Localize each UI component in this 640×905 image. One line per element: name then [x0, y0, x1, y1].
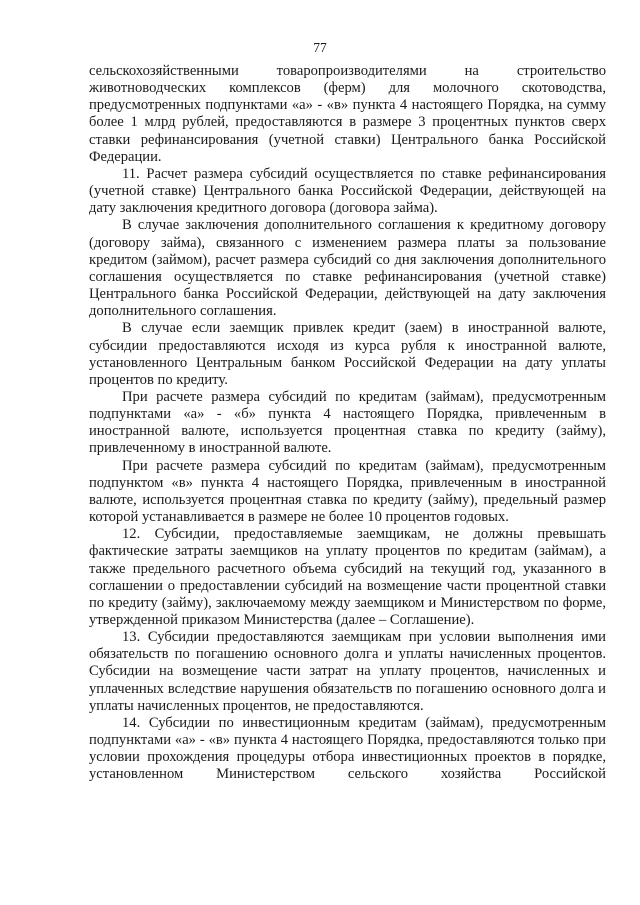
paragraph-additional-agreement: В случае заключения дополнительного соглашения к кредитному договору (договору займа), связанного с изменением размера платы за пользование кредитом (займом), расчет размера субсидий со дня заключения дополнительного соглашения осуществляется по ставке рефинансирования (учетной ставке) Центрального банка Российской Федерации, действующей на дату заключения дополнительного соглашения.	[89, 217, 606, 320]
paragraph-foreign-rate-a-b: При расчете размера субсидий по кредитам (займам), предусмотренным подпунктами «а» - «б» пункта 4 настоящего Порядка, привлеченным в иностранной валюте, используется процентная ставка по кредиту (займу), привлеченному в иностранной валюте.	[89, 388, 606, 457]
paragraph-foreign-rate-v: При расчете размера субсидий по кредитам (займам), предусмотренным подпунктом «в» пункта 4 настоящего Порядка, привлеченным в иностранной валюте, используется процентная ставка по кредиту (займу), предельный размер которой устанавливается в размере не более 10 процентов годовых.	[89, 457, 606, 526]
paragraph-item-14: 14. Субсидии по инвестиционным кредитам (займам), предусмотренным подпунктами «а» - «в» пункта 4 настоящего Порядка, предоставляются только при условии прохождения процедуры отбора инвестиционных проектов в порядке, установленном Министерством сельского хозяйства Российской	[89, 714, 606, 783]
paragraph-continuation: сельскохозяйственными товаропроизводителями на строительство животноводческих комплексов (ферм) для молочного скотоводства, предусмотренных подпунктами «а» - «в» пункта 4 настоящего Порядка, на сумму более 1 млрд рублей, предоставляются в размере 3 процентных пунктов сверх ставки рефинансирования (учетной ставки) Центрального банка Российской Федерации.	[89, 63, 606, 165]
paragraph-item-13: 13. Субсидии предоставляются заемщикам при условии выполнения ими обязательств по погашению основного долга и уплаты начисленных процентов. Субсидии на возмещение части затрат на уплату процентов, начисленных и уплаченных вследствие нарушения обязательств по погашению основного долга и уплаты начисленных процентов, не предоставляются.	[89, 629, 606, 714]
paragraph-item-11: 11. Расчет размера субсидий осуществляется по ставке рефинансирования (учетной ставке) Центрального банка Российской Федерации, действующей на дату заключения кредитного договора (договора займа).	[89, 165, 606, 217]
page-number: 77	[313, 40, 327, 55]
paragraph-item-12: 12. Субсидии, предоставляемые заемщикам, не должны превышать фактические затраты заемщиков на уплату процентов по кредитам (займам), а также предельного расчетного объема субсидий на текущий год, указанного в соглашении о предоставлении субсидий на возмещение части процентной ставки по кредиту (займу), заключаемому между заемщиком и Министерством по форме, утвержденной приказом Министерства (далее – Соглашение).	[89, 526, 606, 628]
document-body	[89, 63, 606, 784]
paragraph-foreign-currency: В случае если заемщик привлек кредит (заем) в иностранной валюте, субсидии предоставляются исходя из курса рубля к иностранной валюте, установленного Центральным банком Российской Федерации на дату уплаты процентов по кредиту.	[89, 320, 606, 388]
